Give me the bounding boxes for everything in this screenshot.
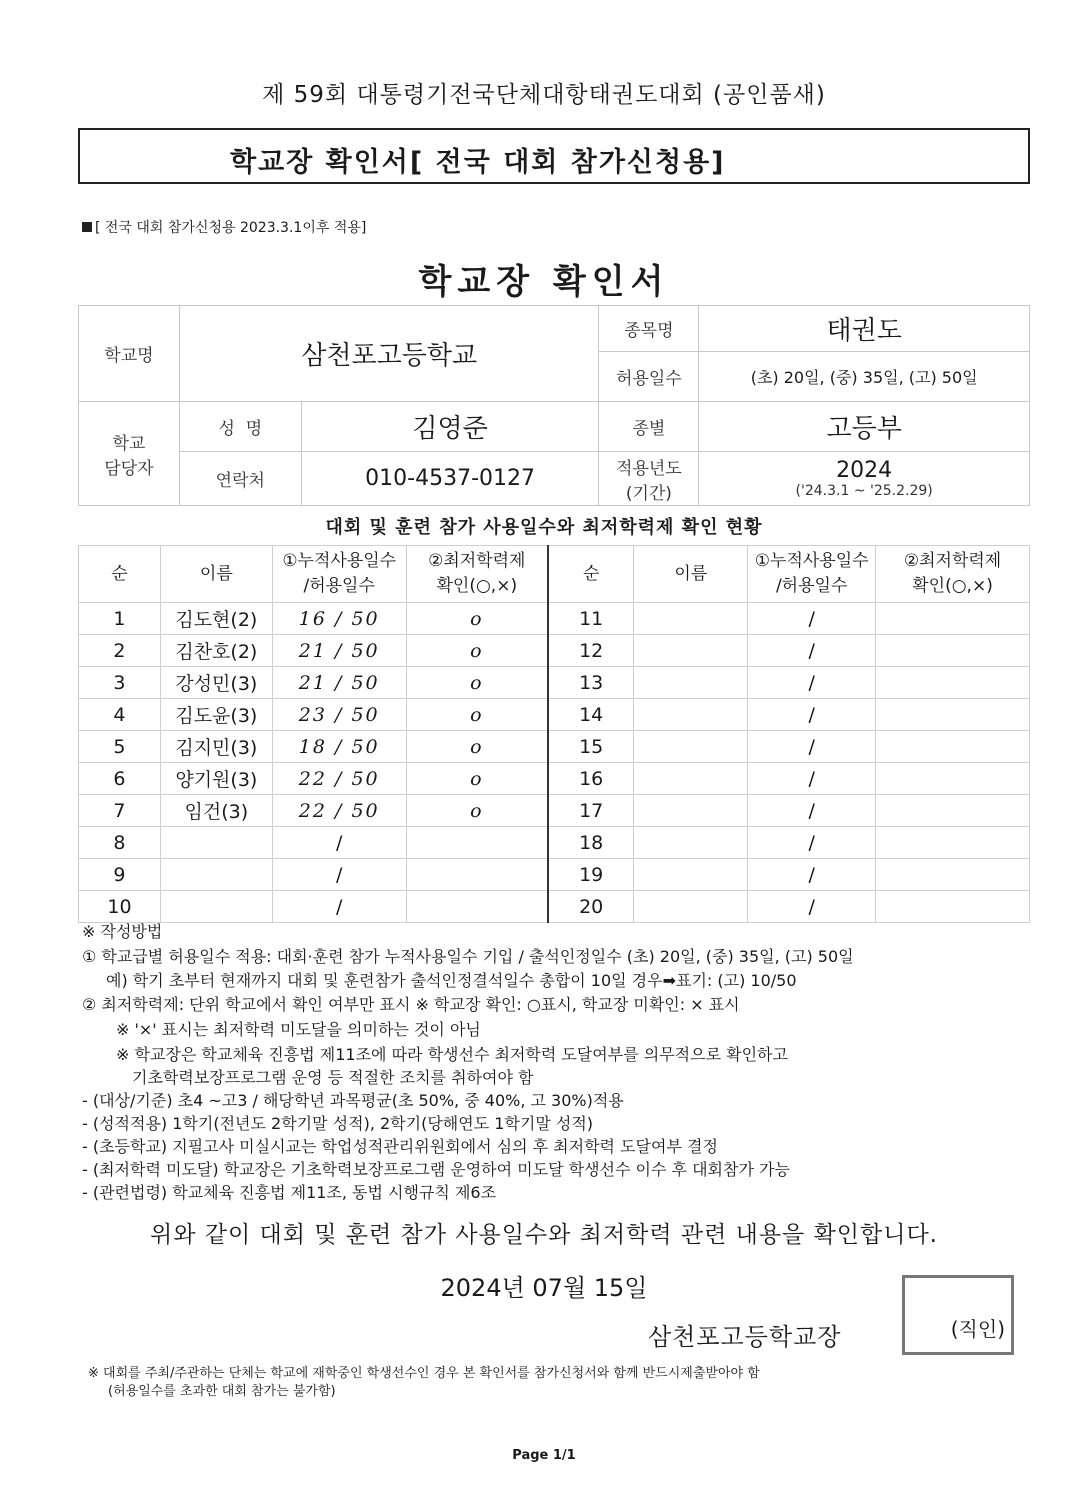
row-name-right bbox=[634, 667, 748, 699]
header-no-right: 순 bbox=[548, 546, 634, 603]
school-info-table bbox=[78, 305, 1030, 506]
header-academic bbox=[406, 546, 548, 603]
page-number: Page 1/1 bbox=[512, 1448, 576, 1463]
row-no-right: 12 bbox=[548, 635, 634, 667]
row-name-right bbox=[634, 891, 748, 923]
row-days-right: / bbox=[748, 795, 876, 827]
row-days: 21 / 50 bbox=[272, 635, 406, 667]
row-name: 임건(3) bbox=[160, 795, 272, 827]
year-value: 2024 bbox=[836, 458, 893, 483]
box-title: 학교장 확인서[ 전국 대회 참가신청용] bbox=[230, 147, 726, 178]
row-academic-right bbox=[876, 827, 1030, 859]
allowed-days-value: (초) 20일, (중) 35일, (고) 50일 bbox=[699, 352, 1030, 402]
row-academic-right bbox=[876, 667, 1030, 699]
row-academic: o bbox=[406, 635, 548, 667]
row-academic-right bbox=[876, 891, 1030, 923]
row-days-right: / bbox=[748, 635, 876, 667]
row-days-right: / bbox=[748, 603, 876, 635]
instruction-line: 기초학력보장프로그램 운영 등 적절한 조치를 취하여야 함 bbox=[132, 1068, 534, 1087]
period-value: ('24.3.1 ~ '25.2.29) bbox=[795, 483, 933, 499]
row-name: 김찬호(2) bbox=[160, 635, 272, 667]
staff-label-line-2: 담당자 bbox=[104, 458, 154, 479]
header-academic-right bbox=[876, 546, 1030, 603]
row-no: 2 bbox=[79, 635, 161, 667]
row-academic bbox=[406, 827, 548, 859]
staff-label-line-1: 학교 bbox=[112, 433, 146, 454]
instruction-line: ① 학교급별 허용일수 적용: 대회·훈련 참가 누적사용일수 기입 / 출석인정일수 (초) 20일, (중) 35일, (고) 50일 bbox=[82, 947, 854, 966]
phone-label: 연락처 bbox=[179, 452, 301, 506]
table-row bbox=[79, 635, 1030, 667]
row-academic bbox=[406, 891, 548, 923]
school-name-value: 삼천포고등학교 bbox=[179, 306, 599, 402]
row-name: 강성민(3) bbox=[160, 667, 272, 699]
instruction-line: ※ '×' 표시는 최저학력 미도달을 의미하는 것이 아님 bbox=[116, 1020, 481, 1039]
instructions-heading: ※ 작성방법 bbox=[82, 922, 163, 941]
table-row bbox=[79, 763, 1030, 795]
issue-date: 2024년 07월 15일 bbox=[440, 1274, 648, 1302]
row-name: 김도현(2) bbox=[160, 603, 272, 635]
year-label-line-1: 적용년도 bbox=[616, 458, 682, 479]
table-row bbox=[79, 699, 1030, 731]
row-days: / bbox=[272, 891, 406, 923]
row-no: 1 bbox=[79, 603, 161, 635]
row-no: 9 bbox=[79, 859, 161, 891]
row-academic: o bbox=[406, 731, 548, 763]
row-days-right: / bbox=[748, 859, 876, 891]
row-name-right bbox=[634, 795, 748, 827]
sport-value: 태권도 bbox=[699, 306, 1030, 352]
roster-table bbox=[78, 545, 1030, 923]
header-days-right-line-2: /허용일수 bbox=[775, 576, 848, 596]
row-days: 18 / 50 bbox=[272, 731, 406, 763]
row-academic: o bbox=[406, 699, 548, 731]
row-name-right bbox=[634, 763, 748, 795]
table-row bbox=[79, 603, 1030, 635]
row-academic bbox=[406, 859, 548, 891]
table-row bbox=[79, 795, 1030, 827]
row-days-right: / bbox=[748, 667, 876, 699]
row-days: 22 / 50 bbox=[272, 795, 406, 827]
row-academic-right bbox=[876, 635, 1030, 667]
staff-name-label: 성 명 bbox=[179, 402, 301, 452]
row-no: 4 bbox=[79, 699, 161, 731]
row-days-right: / bbox=[748, 699, 876, 731]
row-name bbox=[160, 891, 272, 923]
row-academic-right bbox=[876, 731, 1030, 763]
header-academic-line-1: ②최저학력제 bbox=[428, 551, 526, 571]
row-days: / bbox=[272, 859, 406, 891]
row-days: 23 / 50 bbox=[272, 699, 406, 731]
row-name-right bbox=[634, 603, 748, 635]
row-no-right: 16 bbox=[548, 763, 634, 795]
row-academic: o bbox=[406, 667, 548, 699]
row-no-right: 19 bbox=[548, 859, 634, 891]
header-name: 이름 bbox=[160, 546, 272, 603]
event-title: 제 59회 대통령기전국단체대항태권도대회 (공인품새) bbox=[262, 82, 826, 108]
header-academic-right-line-2: 확인(○,×) bbox=[912, 576, 993, 596]
header-days-right bbox=[748, 546, 876, 603]
header-days-line-2: /허용일수 bbox=[303, 576, 375, 596]
row-name-right bbox=[634, 859, 748, 891]
row-academic: o bbox=[406, 763, 548, 795]
square-bullet-icon bbox=[82, 222, 92, 232]
row-name-right bbox=[634, 731, 748, 763]
instruction-line: 예) 학기 초부터 현재까지 대회 및 훈련참가 출석인정결석일수 총합이 10일 경우➡표기: (고) 10/50 bbox=[106, 971, 797, 990]
applicability-note-text: [ 전국 대회 참가신청용 2023.3.1이후 적용] bbox=[95, 220, 367, 236]
row-academic: o bbox=[406, 795, 548, 827]
header-name-right: 이름 bbox=[634, 546, 748, 603]
row-no-right: 13 bbox=[548, 667, 634, 699]
sport-label: 종목명 bbox=[599, 306, 699, 352]
row-name: 양기원(3) bbox=[160, 763, 272, 795]
applicability-note bbox=[82, 217, 366, 237]
instruction-line: - (관련법령) 학교체육 진흥법 제11조, 동법 시행규칙 제6조 bbox=[82, 1183, 497, 1202]
row-academic-right bbox=[876, 603, 1030, 635]
row-days: 22 / 50 bbox=[272, 763, 406, 795]
header-days bbox=[272, 546, 406, 603]
instruction-line: - (대상/기준) 초4 ~고3 / 해당학년 과목평균(초 50%, 중 40%, 고 30%)적용 bbox=[82, 1091, 624, 1110]
row-no: 3 bbox=[79, 667, 161, 699]
row-no-right: 15 bbox=[548, 731, 634, 763]
division-label: 종별 bbox=[599, 402, 699, 452]
table-row bbox=[79, 667, 1030, 699]
year-label-line-2: (기간) bbox=[625, 483, 672, 504]
instruction-line: ② 최저학력제: 단위 학교에서 확인 여부만 표시 ※ 학교장 확인: ○표시, 학교장 미확인: × 표시 bbox=[82, 995, 740, 1014]
school-name-label: 학교명 bbox=[79, 306, 180, 402]
row-no-right: 14 bbox=[548, 699, 634, 731]
phone-value: 010-4537-0127 bbox=[301, 452, 599, 506]
allowed-days-label: 허용일수 bbox=[599, 352, 699, 402]
table-row bbox=[79, 891, 1030, 923]
staff-name-value: 김영준 bbox=[301, 402, 599, 452]
instruction-line: - (초등학교) 지필고사 미실시교는 학업성적관리위원회에서 심의 후 최저학력 도달여부 결정 bbox=[82, 1137, 718, 1156]
title-box bbox=[78, 128, 1030, 184]
row-no-right: 17 bbox=[548, 795, 634, 827]
row-name-right bbox=[634, 827, 748, 859]
instruction-line: ※ 학교장은 학교체육 진흥법 제11조에 따라 학생선수 최저학력 도달여부를 의무적으로 확인하고 bbox=[116, 1045, 788, 1064]
row-days-right: / bbox=[748, 891, 876, 923]
header-academic-right-line-1: ②최저학력제 bbox=[903, 551, 1002, 571]
row-no: 10 bbox=[79, 891, 161, 923]
row-days: 16 / 50 bbox=[272, 603, 406, 635]
row-days-right: / bbox=[748, 763, 876, 795]
row-academic-right bbox=[876, 859, 1030, 891]
roster-title: 대회 및 훈련 참가 사용일수와 최저학력제 확인 현황 bbox=[325, 517, 763, 538]
row-no: 7 bbox=[79, 795, 161, 827]
row-no-right: 20 bbox=[548, 891, 634, 923]
row-academic: o bbox=[406, 603, 548, 635]
confirmation-statement: 위와 같이 대회 및 훈련 참가 사용일수와 최저학력 관련 내용을 확인합니다. bbox=[150, 1222, 938, 1248]
row-no: 5 bbox=[79, 731, 161, 763]
row-no: 8 bbox=[79, 827, 161, 859]
seal-label: (직인) bbox=[950, 1317, 1005, 1341]
row-name-right bbox=[634, 635, 748, 667]
instruction-line: - (성적적용) 1학기(전년도 2학기말 성적), 2학기(당해연도 1학기말 성적) bbox=[82, 1114, 594, 1133]
page-title: 학교장 확인서 bbox=[418, 262, 670, 302]
row-days: 21 / 50 bbox=[272, 667, 406, 699]
table-row bbox=[79, 827, 1030, 859]
row-no-right: 18 bbox=[548, 827, 634, 859]
row-name: 김지민(3) bbox=[160, 731, 272, 763]
header-no: 순 bbox=[79, 546, 161, 603]
row-academic-right bbox=[876, 763, 1030, 795]
year-cell bbox=[699, 452, 1030, 506]
division-value: 고등부 bbox=[699, 402, 1030, 452]
row-days-right: / bbox=[748, 827, 876, 859]
header-days-line-1: ①누적사용일수 bbox=[282, 551, 397, 571]
row-name bbox=[160, 827, 272, 859]
instruction-line: - (최저학력 미도달) 학교장은 기초학력보장프로그램 운영하여 미도달 학생선수 이수 후 대회참가 가능 bbox=[82, 1160, 790, 1179]
header-academic-line-2: 확인(○,×) bbox=[436, 576, 518, 596]
row-name bbox=[160, 859, 272, 891]
row-no-right: 11 bbox=[548, 603, 634, 635]
row-academic-right bbox=[876, 699, 1030, 731]
footer-note: ※ 대회를 주최/주관하는 단체는 학교에 재학중인 학생선수인 경우 본 확인서를 참가신청서와 함께 반드시제출받아야 함 bbox=[88, 1366, 760, 1381]
header-days-right-line-1: ①누적사용일수 bbox=[754, 551, 869, 571]
year-label bbox=[599, 452, 699, 506]
row-name: 김도윤(3) bbox=[160, 699, 272, 731]
row-name-right bbox=[634, 699, 748, 731]
table-row bbox=[79, 731, 1030, 763]
row-days: / bbox=[272, 827, 406, 859]
row-academic-right bbox=[876, 795, 1030, 827]
footer-note-2: (허용일수를 초과한 대회 참가는 불가함) bbox=[108, 1384, 336, 1399]
table-row bbox=[79, 859, 1030, 891]
row-no: 6 bbox=[79, 763, 161, 795]
principal-signature: 삼천포고등학교장 bbox=[648, 1323, 842, 1351]
official-seal bbox=[902, 1275, 1014, 1355]
staff-label bbox=[79, 402, 180, 506]
row-days-right: / bbox=[748, 731, 876, 763]
